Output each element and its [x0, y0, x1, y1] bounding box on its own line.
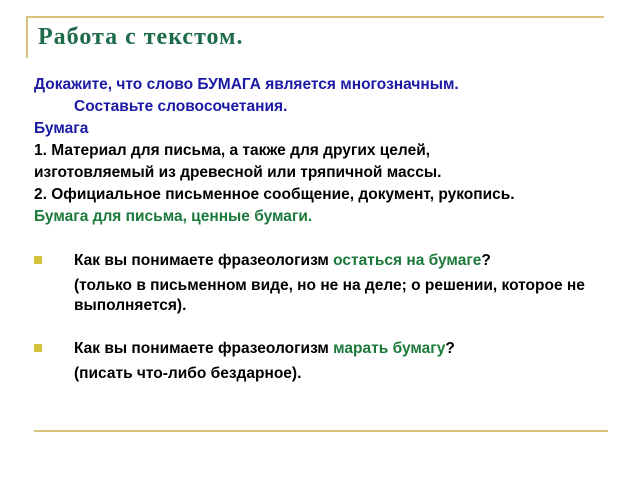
square-bullet-icon: [34, 256, 42, 264]
question-prefix: Как вы понимаете фразеологизм: [74, 252, 334, 269]
question-answer: (писать что-либо бездарное).: [74, 365, 302, 382]
task-line-1: Докажите, что слово БУМАГА является многозначным.: [34, 76, 459, 93]
word-heading: Бумага: [34, 120, 89, 137]
title-border-top: [26, 16, 604, 18]
definition-1-line-2: изготовляемый из древесной или тряпичной массы.: [34, 164, 442, 181]
definition-2: 2. Официальное письменное сообщение, документ, рукопись.: [34, 186, 515, 203]
task-line-2: Составьте словосочетания.: [74, 98, 288, 115]
definition-1-line-1: 1. Материал для письма, а также для других целей,: [34, 142, 431, 159]
bottom-divider: [34, 430, 608, 432]
question-suffix: ?: [481, 252, 491, 269]
idiom-phrase: остаться на бумаге: [333, 252, 482, 269]
title-border-left: [26, 16, 28, 58]
slide-title: Работа с текстом.: [38, 24, 244, 50]
phrase-examples: Бумага для письма, ценные бумаги.: [34, 208, 313, 225]
idiom-phrase: марать бумагу: [333, 340, 446, 357]
question-item: [34, 338, 614, 384]
question-prefix: Как вы понимаете фразеологизм: [74, 340, 334, 357]
question-text: [74, 338, 614, 360]
question-item: [34, 250, 614, 316]
question-suffix: ?: [445, 340, 455, 357]
question-text: [74, 250, 614, 272]
slide-content: [34, 74, 614, 384]
square-bullet-icon: [34, 344, 42, 352]
question-answer: (только в письменном виде, но не на деле; о решении, которое не выполняется).: [74, 277, 585, 314]
